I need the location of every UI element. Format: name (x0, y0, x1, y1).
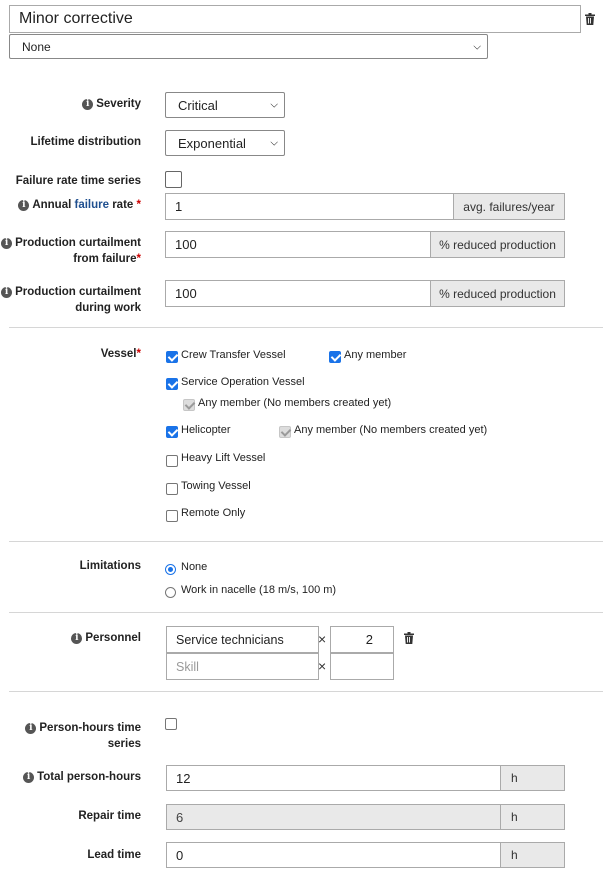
divider (9, 541, 603, 542)
vessel-sov-checkbox[interactable] (166, 378, 178, 390)
prod-fail-label: i Production curtailment from failure* (0, 235, 141, 267)
total-ph-input[interactable]: 12 (166, 765, 501, 791)
prod-work-input[interactable]: 100 (165, 280, 431, 307)
vessel-remote-label: Remote Only (181, 507, 246, 519)
chevron-down-icon: ⌵ (473, 41, 481, 52)
lead-unit: h (500, 842, 565, 868)
info-icon: i (1, 238, 12, 249)
vessel-sov-label: Service Operation Vessel (181, 376, 305, 388)
annual-rate-unit: avg. failures/year (453, 193, 565, 220)
limitation-nacelle-radio[interactable] (165, 587, 176, 598)
vessel-ctv-any-checkbox[interactable] (329, 351, 341, 363)
prod-work-label: i Production curtailment during work (0, 284, 141, 316)
vessel-ctv-checkbox[interactable] (166, 351, 178, 363)
failure-ts-checkbox[interactable] (165, 171, 182, 188)
vessel-towing-checkbox[interactable] (166, 483, 178, 495)
severity-label: i Severity (0, 96, 141, 112)
name-input[interactable]: Minor corrective (9, 5, 581, 33)
repair-input: 6 (166, 804, 501, 830)
info-icon: i (18, 200, 29, 211)
limitations-label: Limitations (79, 560, 141, 572)
vessel-heli-any-label: Any member (No members created yet) (294, 424, 488, 436)
personnel-skill-input-1[interactable]: Service technicians (166, 626, 319, 653)
vessel-heli-label: Helicopter (181, 424, 231, 436)
repair-label: Repair time (78, 810, 141, 822)
divider (9, 612, 603, 613)
vessel-heli-any-checkbox (279, 426, 291, 438)
delete-trash-icon[interactable] (404, 632, 414, 644)
info-icon: i (71, 633, 82, 644)
annual-rate-input[interactable]: 1 (165, 193, 454, 220)
limitation-nacelle-label: Work in nacelle (18 m/s, 100 m) (181, 584, 337, 596)
personnel-count-input-2[interactable] (330, 653, 394, 680)
vessel-heli-checkbox[interactable] (166, 426, 178, 438)
vessel-remote-checkbox[interactable] (166, 510, 178, 522)
lead-input[interactable]: 0 (166, 842, 501, 868)
ph-ts-label: i Person-hours time series (0, 720, 141, 752)
divider (9, 327, 603, 328)
prod-work-unit: % reduced production (430, 280, 565, 307)
prod-fail-input[interactable]: 100 (165, 231, 431, 258)
vessel-sov-any-checkbox (183, 399, 195, 411)
annual-rate-label: i Annual failure rate * (0, 197, 141, 213)
vessel-ctv-any-label: Any member (344, 349, 407, 361)
times-sign: × (318, 631, 327, 647)
info-icon: i (1, 287, 12, 298)
chevron-down-icon: ⌵ (270, 99, 278, 111)
vessel-ctv-label: Crew Transfer Vessel (181, 349, 286, 361)
lifetime-label: Lifetime distribution (30, 136, 141, 148)
vessel-towing-label: Towing Vessel (181, 480, 251, 492)
personnel-label: i Personnel (0, 630, 141, 646)
total-ph-label: i Total person-hours (0, 769, 141, 785)
lifetime-value: Exponential (178, 135, 246, 151)
personnel-skill-input-2[interactable]: Skill (166, 653, 319, 680)
severity-select[interactable] (165, 92, 285, 118)
limitation-none-label: None (181, 561, 208, 573)
prod-fail-unit: % reduced production (430, 231, 565, 258)
lifetime-select[interactable] (165, 130, 285, 156)
lead-label: Lead time (87, 849, 141, 861)
repair-unit: h (500, 804, 565, 830)
ph-ts-checkbox[interactable] (165, 718, 177, 730)
vessel-label: Vessel* (100, 348, 141, 360)
failure-ts-label: Failure rate time series (15, 175, 141, 187)
personnel-count-input-1[interactable]: 2 (330, 626, 394, 653)
delete-trash-icon[interactable] (585, 13, 595, 25)
category-select-value: None (22, 39, 51, 54)
total-ph-unit: h (500, 765, 565, 791)
divider (9, 691, 603, 692)
info-icon: i (82, 99, 93, 110)
vessel-hlv-checkbox[interactable] (166, 455, 178, 467)
limitation-none-radio[interactable] (165, 564, 176, 575)
vessel-sov-any-label: Any member (No members created yet) (198, 397, 392, 409)
severity-value: Critical (178, 97, 218, 113)
times-sign: × (318, 658, 327, 674)
info-icon: i (25, 723, 36, 734)
vessel-hlv-label: Heavy Lift Vessel (181, 452, 266, 464)
category-select[interactable] (9, 34, 488, 59)
info-icon: i (23, 772, 34, 783)
chevron-down-icon: ⌵ (270, 137, 278, 149)
failure-link[interactable]: failure (74, 199, 110, 211)
